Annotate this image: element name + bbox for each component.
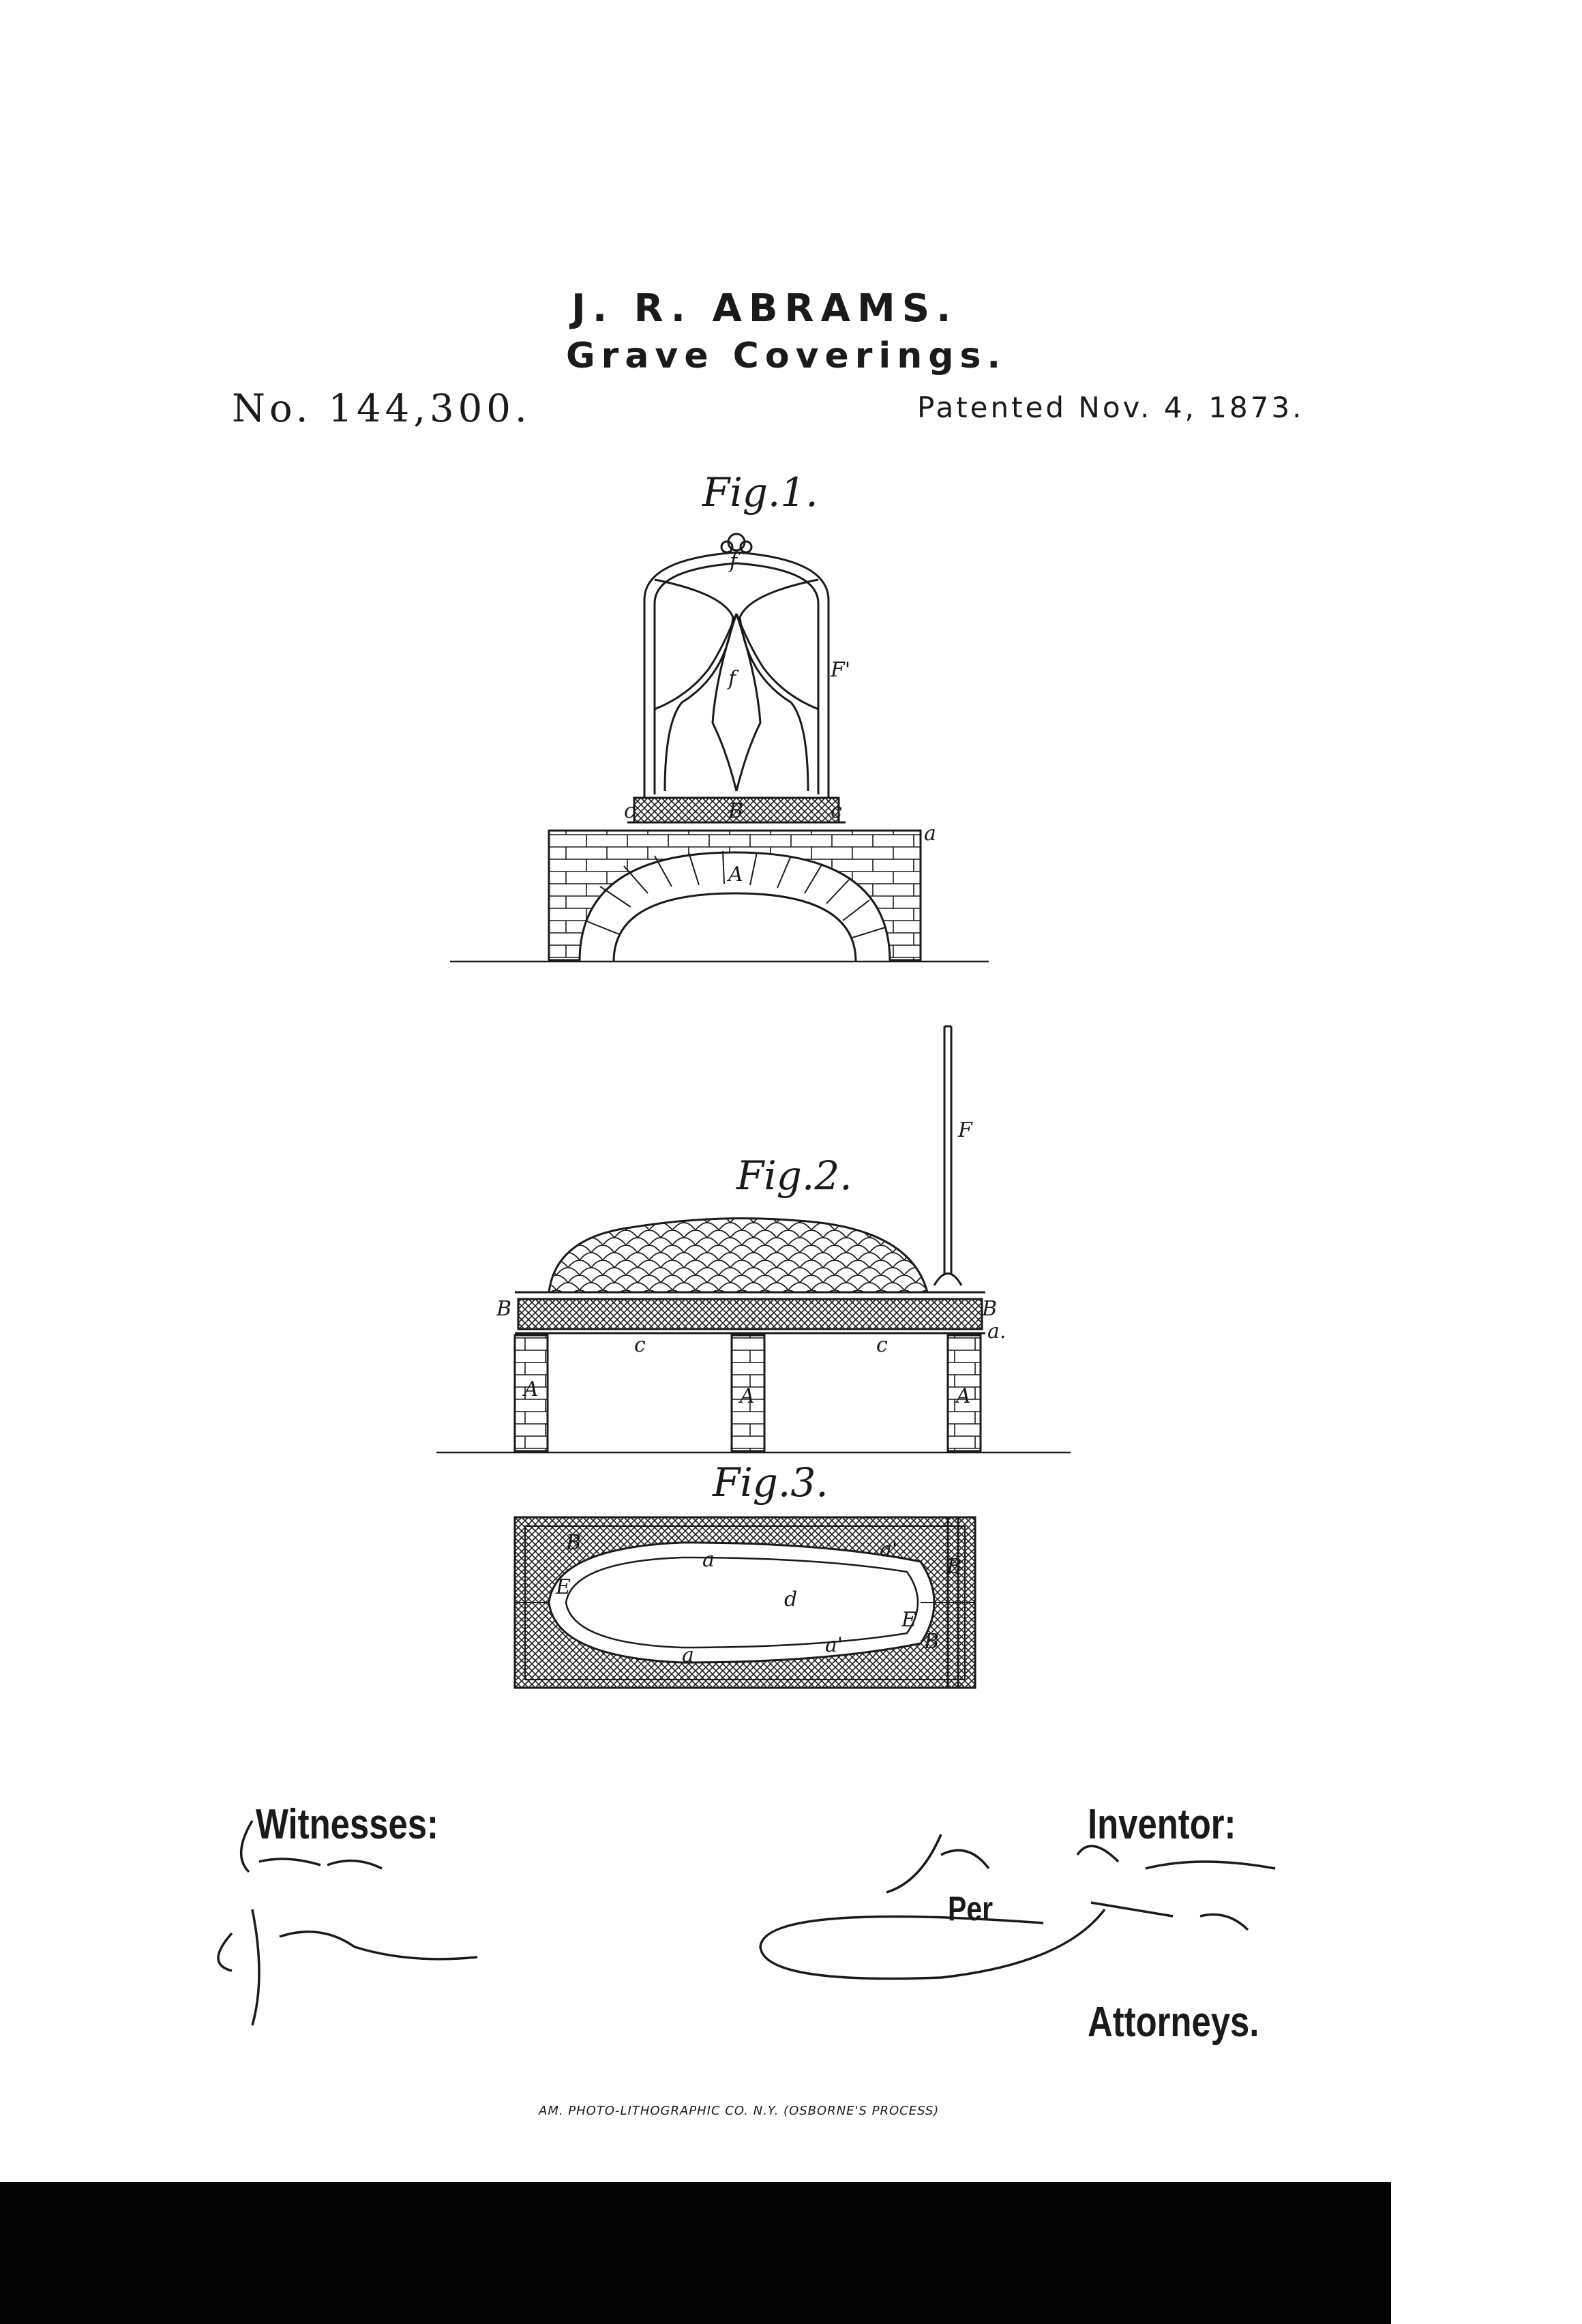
- fig2-mound: [549, 1219, 927, 1292]
- fig2-letter-c-left: c: [634, 1333, 646, 1357]
- fig2-letter-B-right: B: [982, 1297, 998, 1321]
- fig2-slab-hatch: [518, 1299, 982, 1329]
- witnesses-heading: Witnesses:: [256, 1801, 438, 1848]
- fig3-letter-E-left: E: [556, 1575, 571, 1599]
- fig2-letter-B-left: B: [496, 1297, 512, 1321]
- fig3-letter-d: d: [784, 1588, 798, 1611]
- fig3-letter-B-right: B: [924, 1630, 940, 1654]
- fig1-letter-f-top: f: [730, 550, 738, 573]
- fig3-letter-B-tr: B: [946, 1555, 962, 1579]
- fig3-label: Fig.3.: [713, 1459, 829, 1506]
- inventor-heading: Inventor:: [1088, 1801, 1236, 1848]
- patent-date: Patented Nov. 4, 1873.: [917, 391, 1304, 424]
- fig1-letter-B: B: [728, 799, 744, 823]
- fig2-letter-c-right: c: [876, 1333, 888, 1357]
- fig3-letter-B-tl: B: [566, 1531, 582, 1555]
- fig3-letter-a-top2: a': [880, 1538, 898, 1562]
- fig1-letter-f-mid: f: [728, 667, 736, 691]
- fig3-letter-a-top: a: [702, 1548, 715, 1572]
- patent-number: No. 144,300.: [232, 387, 531, 431]
- attorneys-heading: Attorneys.: [1088, 1999, 1259, 2046]
- scan-bottom-bar: [0, 2182, 1391, 2324]
- per-label: Per: [948, 1890, 994, 1928]
- fig1-frame: [644, 534, 829, 798]
- fig1-letter-c-left: c: [624, 799, 636, 823]
- fig1-letter-a: a: [924, 822, 936, 846]
- signature-flourish: [218, 1821, 1275, 2025]
- fig2-letter-A-right: A: [956, 1384, 971, 1408]
- fig3-letter-a-bottom2: a': [825, 1633, 844, 1657]
- fig2-label: Fig.2.: [736, 1152, 852, 1199]
- fig2-letter-F: F: [958, 1118, 972, 1142]
- fig2-letter-a: a.: [987, 1320, 1006, 1343]
- fig2-letter-A-mid: A: [740, 1384, 755, 1408]
- inventor-name: J. R. ABRAMS.: [571, 286, 958, 331]
- fig1-letter-A: A: [728, 863, 743, 887]
- patent-title: Grave Coverings.: [566, 336, 1007, 376]
- fig1-letter-c-right: c: [831, 799, 842, 823]
- fig1-label: Fig.1.: [702, 469, 818, 516]
- fig3-letter-a-bottom: a: [682, 1643, 694, 1667]
- fig2-letter-A-left: A: [524, 1377, 539, 1401]
- lithographer-credit: AM. PHOTO-LITHOGRAPHIC CO. N.Y. (OSBORNE'S PROCESS): [539, 2104, 940, 2118]
- fig1-letter-F: F': [831, 658, 851, 682]
- fig3-letter-E-right: E: [901, 1608, 916, 1632]
